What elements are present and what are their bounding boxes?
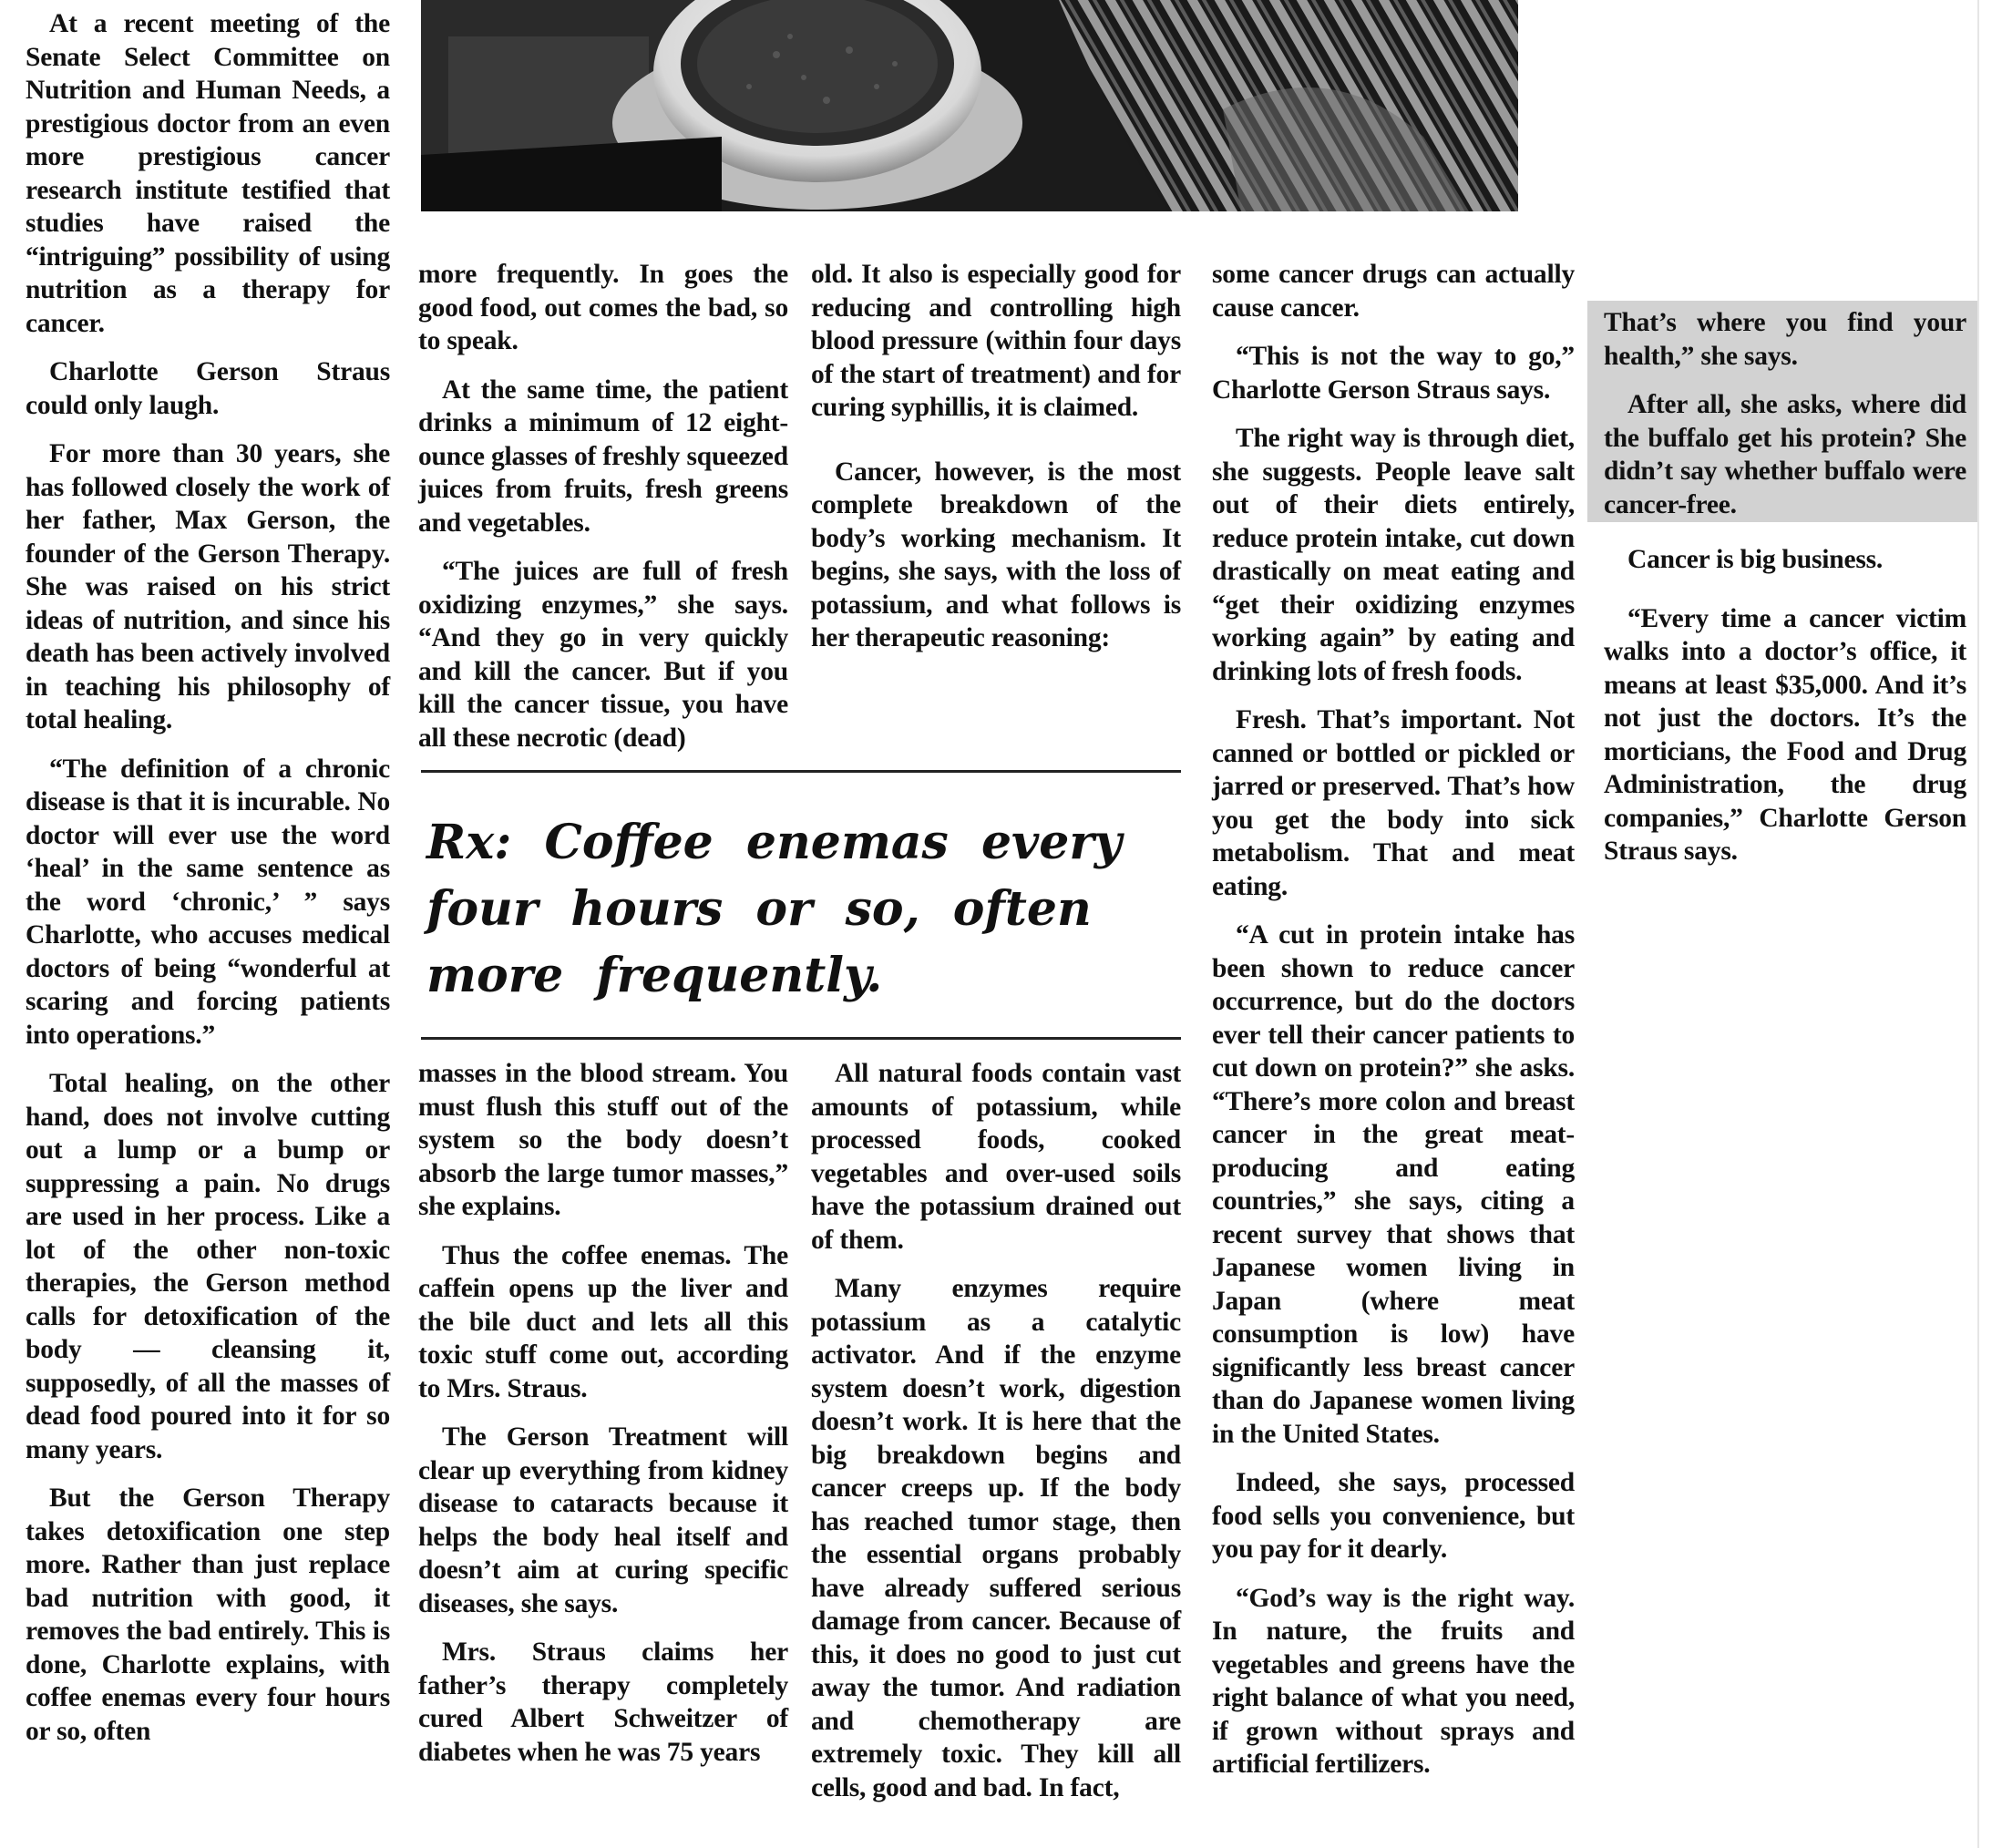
paragraph: “This is not the way to go,” Charlotte Gerson Straus says. [1212,342,1575,405]
paragraph: For more than 30 years, she has followed closely the work of her father, Max Gerson, the founder of the Gerson Therapy. She was raised on his strict ideas of nutrition, and since his death has been actively involved in teaching his philosophy of total healing. [26,439,390,734]
paragraph: After all, she asks, where did the buffalo get his protein? She didn’t say whether buffalo were cancer-free. [1604,390,1966,519]
paragraph: Total healing, on the other hand, does not involve cutting out a lump or a bump or suppressing a pain. No drugs are used in her process. Like a lot of the other non-toxic therapies, the Gerson method calls for detoxification of the body — cleansing it, supposedly, of all the masses of dead food poured into it for so many years. [26,1069,390,1464]
paragraph: The Gerson Treatment will clear up everything from kidney disease to cataracts because it helps the body heal itself and doesn’t aim at curing specific diseases, she says. [418,1422,788,1618]
paragraph: Cancer is big business. [1627,545,1884,574]
article-column-2-bottom [418,1057,788,1784]
paragraph: All natural foods contain vast amounts of potassium, while processed foods, cooked vegetables and over-used soils have the potassium drained out of them. [811,1059,1181,1255]
paragraph: “Every time a cancer victim walks into a doctor’s office, it means at least $35,000. And it’s not just the doctors. It’s the morticians, the Food and Drug Administration, the drug companies,” Charlotte Gerson Straus says. [1604,603,1966,866]
paragraph: Mrs. Straus claims her father’s therapy completely cured Albert Schweitzer of diabetes when he was 75 years [418,1638,788,1767]
paragraph: “A cut in protein intake has been shown to reduce cancer occurrence, but do the doctors ever tell their cancer patients to cut down on protein?” she asks. “There’s more colon and breast cancer in the great meat-producing and eating countries,” she says, citing a recent survey that shows that Japanese women living in Japan (where meat consumption is low) have significantly less breast cancer than do Japanese women living in the United States. [1212,920,1575,1449]
paragraph: “The juices are full of fresh oxidizing enzymes,” she says. “And they go in very quickly and kill the cancer. But if you kill the cancer tissue, you have all these necrotic (dead) [418,557,788,753]
article-column-3-bottom [811,1057,1181,1820]
pull-quote: Rx: Coffee enemas every four hours or so, often more frequently. [426,815,1122,1003]
paragraph: “God’s way is the right way. In nature, the fruits and vegetables and greens have the right balance of what you need, if grown without sprays and artificial fertilizers. [1212,1583,1575,1779]
paragraph: That’s where you find your health,” she says. [1604,308,1966,371]
paragraph: some cancer drugs can actually cause cancer. [1212,260,1575,323]
article-column-3-top [811,258,1181,671]
article-column-5 [1604,543,1966,884]
paragraph: old. It also is especially good for reducing and controlling high blood pressure (within four days of the start of treatment) and for curing syphillis, it is claimed. [811,260,1181,422]
paragraph: “The definition of a chronic disease is that it is incurable. No doctor will ever use the word ‘heal’ in the same sentence as the word ‘chronic,’ ” says Charlotte, who accuses medical doctors of being “wonderful at scaring and forcing patients into operations.” [26,754,390,1050]
article-photo [421,0,1518,211]
paragraph: Many enzymes require potassium as a catalytic activator. And if the enzyme system doesn’t work, digestion doesn’t work. It is here that the big breakdown begins and cancer creeps up. If the body has reached tumor stage, then the essential organs probably have already suffered serious damage from cancer. Because of this, it does no good to just cut away the tumor. And radiation and chemotherapy are extremely toxic. They kill all cells, good and bad. In fact, [811,1274,1181,1802]
article-column-2-top [418,258,788,770]
paragraph: But the Gerson Therapy takes detoxification one step more. Rather than just replace bad nutrition with good, it removes the bad entirely. This is done, Charlotte explains, with coffee enemas every four hours or so, often [26,1484,390,1746]
paragraph: At the same time, the patient drinks a minimum of 12 eight-ounce glasses of freshly squeezed juices from fruits, fresh greens and vegetables. [418,375,788,538]
paragraph: The right way is through diet, she suggests. People leave salt out of their diets entirely, reduce protein intake, cut down drastically on meat eating and “get their oxidizing enzymes working again” by eating and drinking lots of fresh foods. [1212,424,1575,686]
article-column-4 [1212,258,1575,1797]
page-edge [1977,0,1979,1848]
paragraph: more frequently. In goes the good food, out comes the bad, so to speak. [418,260,788,355]
article-column-5-shaded [1604,306,1966,537]
article-column-1 [26,7,390,1763]
paragraph: masses in the blood stream. You must flush this stuff out of the system so the body doesn’t absorb the large tumor masses,” she explains. [418,1059,788,1221]
shaded-text-block [1587,301,1979,522]
paragraph: Thus the coffee enemas. The caffein opens up the liver and the bile duct and lets all this toxic stuff come out, according to Mrs. Straus. [418,1240,788,1403]
paragraph: Cancer, however, is the most complete breakdown of the body’s working mechanism. It begins, she says, with the loss of potassium, and what follows is her therapeutic reasoning: [811,457,1181,652]
pull-quote-box [421,770,1181,1040]
paragraph: Indeed, she says, processed food sells you convenience, but you pay for it dearly. [1212,1468,1575,1564]
paragraph: Charlotte Gerson Straus could only laugh. [26,357,390,420]
coffee-cup-photo-image [421,0,1518,211]
paragraph: At a recent meeting of the Senate Select Committee on Nutrition and Human Needs, a prestigious doctor from an even more prestigious cancer research institute testified that studies have raised the “intriguing” possibility of using nutrition as a therapy for cancer. [26,9,390,338]
paragraph: Fresh. That’s important. Not canned or bottled or pickled or jarred or preserved. That’s how you get the body into sick metabolism. That and meat eating. [1212,705,1575,901]
